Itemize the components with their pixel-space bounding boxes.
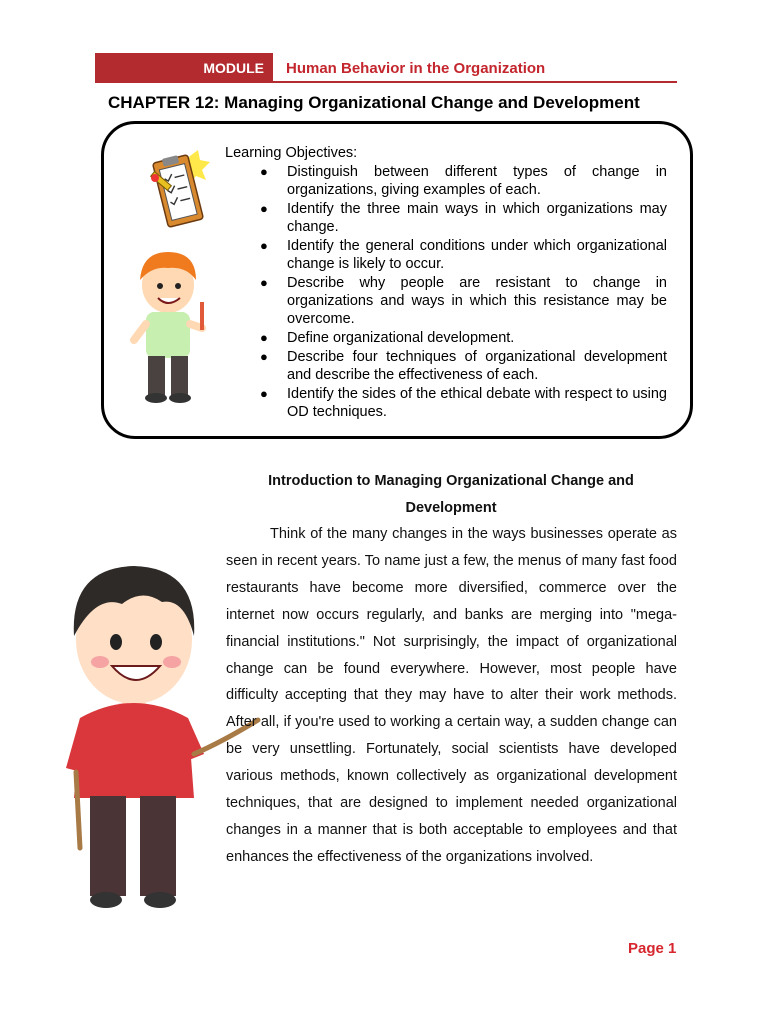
objective-item [225, 237, 667, 273]
objectives-list [225, 163, 667, 421]
intro-body: Think of the many changes in the ways businesses operate as seen in recent years. To name just a few, the menus of many fast food restaurants have become more diversified, commerce over the internet now occurs regularly, and banks are merging into "mega-financial institutions." Not surprisingly, the impact of organizational change can be found everywhere. However, most people have difficulty accepting that they may have to alter their work methods. After all, if you're used to working a certain way, a sudden change can be very unsettling. Fortunately, social scientists have developed various methods, known collectively as organizational development techniques, that are designed to implement needed organizational changes in a manner that is both acceptable to employees and that enhances the effectiveness of the organizations involved. [226, 526, 677, 865]
module-label: MODULE [95, 53, 273, 81]
objectives-heading: Learning Objectives: [225, 145, 358, 161]
objective-text: Describe four techniques of organizational development and describe the effectiveness of each. [287, 349, 667, 383]
module-header [95, 53, 677, 83]
page-number: Page 1 [628, 940, 677, 957]
objective-item [225, 385, 667, 421]
objective-item [225, 163, 667, 199]
intro-heading: Introduction to Managing Organizational Change and Development [268, 473, 634, 516]
bullet-icon: ● [260, 164, 268, 179]
objective-item [225, 329, 667, 347]
boy-illustration-small [126, 240, 216, 410]
objective-item [225, 274, 667, 328]
clipboard-icon [150, 148, 212, 230]
module-title: Human Behavior in the Organization [286, 60, 546, 77]
objective-text: Describe why people are resistant to change in organizations and ways in which this resistance may be overcome. [287, 275, 667, 327]
objective-text: Define organizational development. [287, 330, 515, 346]
objective-text: Identify the sides of the ethical debate with respect to using OD techniques. [287, 386, 667, 420]
chapter-title: CHAPTER 12: Managing Organizational Change and Development [108, 93, 640, 112]
objective-text: Identify the general conditions under which organizational change is likely to occur. [287, 238, 667, 272]
bullet-icon: ● [260, 386, 268, 401]
objective-item [225, 348, 667, 384]
bullet-icon: ● [260, 349, 268, 364]
objective-text: Distinguish between different types of change in organizations, giving examples of each. [287, 164, 667, 198]
bullet-icon: ● [260, 238, 268, 253]
bullet-icon: ● [260, 201, 268, 216]
bullet-icon: ● [260, 275, 268, 290]
objective-text: Identify the three main ways in which organizations may change. [287, 201, 667, 235]
bullet-icon: ● [260, 330, 268, 345]
objective-item [225, 200, 667, 236]
learning-objectives [225, 144, 667, 422]
